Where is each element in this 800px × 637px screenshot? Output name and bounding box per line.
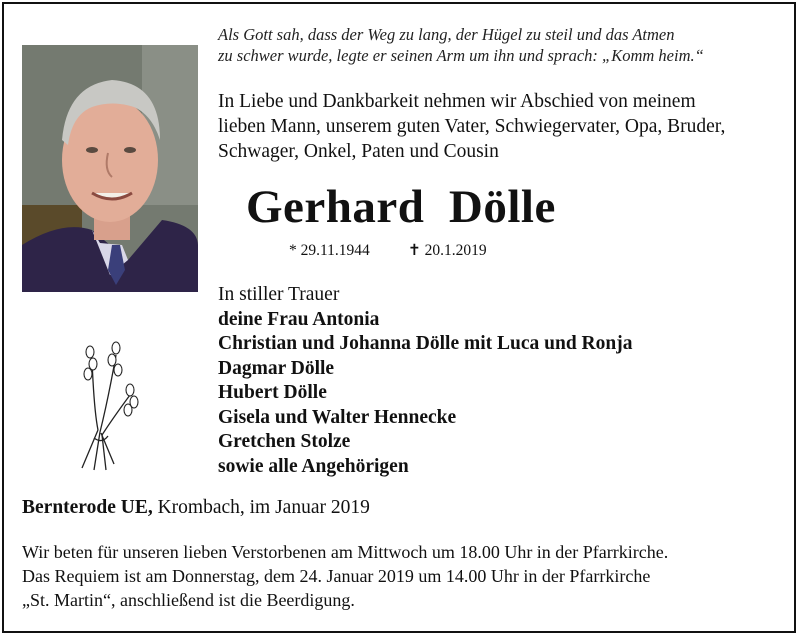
mourner-entry: Hubert Dölle: [218, 382, 327, 403]
notice-line-3: „St. Martin“, anschließend ist die Beerdigung.: [22, 590, 355, 610]
mourner-entry: sowie alle Angehörigen: [218, 455, 409, 477]
death-date: ✝ 20.1.2019: [407, 242, 487, 259]
place-rest: Krombach, im Januar 2019: [152, 497, 370, 518]
intro-line-1: In Liebe und Dankbarkeit nehmen wir Abschied von meinem: [218, 91, 696, 112]
mourner-entry: Christian und Johanna Dölle mit Luca und Ronja: [218, 333, 633, 354]
mourner-entry: Dagmar Dölle: [218, 357, 335, 379]
life-dates: [289, 241, 487, 260]
birth-date: * 29.11.1944: [289, 242, 370, 259]
place-town: Bernterode UE,: [22, 497, 153, 518]
notice-line-2: Das Requiem ist am Donnerstag, dem 24. Januar 2019 um 14.00 Uhr in der Pfarrkirche: [22, 566, 651, 586]
intro-line-3: Schwager, Onkel, Paten und Cousin: [218, 141, 499, 162]
portrait-photo-drawing: [22, 45, 198, 292]
place-and-date: [22, 497, 370, 519]
quote-line-2: zu schwer wurde, legte er seinen Arm um ihn und sprach: „Komm heim.“: [218, 46, 704, 65]
mourners-list: [218, 283, 632, 479]
mourner-entry: deine Frau Antonia: [218, 308, 380, 330]
service-notice: [22, 540, 668, 612]
farewell-intro: [218, 89, 725, 164]
portrait-photo: [22, 45, 198, 292]
wheat-bundle-icon: [68, 340, 148, 475]
mourner-entry: Gretchen Stolze: [218, 431, 351, 452]
quote-line-1: Als Gott sah, dass der Weg zu lang, der Hügel zu steil und das Atmen: [218, 25, 675, 44]
mourners-heading: In stiller Trauer: [218, 284, 340, 305]
deceased-name: Gerhard Dölle: [246, 181, 556, 233]
intro-line-2: lieben Mann, unserem guten Vater, Schwiegervater, Opa, Bruder,: [218, 116, 726, 137]
notice-line-1: Wir beten für unseren lieben Verstorbenen am Mittwoch um 18.00 Uhr in der Pfarrkirche.: [22, 542, 669, 562]
memorial-quote: [218, 24, 704, 66]
mourner-entry: Gisela und Walter Hennecke: [218, 406, 457, 428]
